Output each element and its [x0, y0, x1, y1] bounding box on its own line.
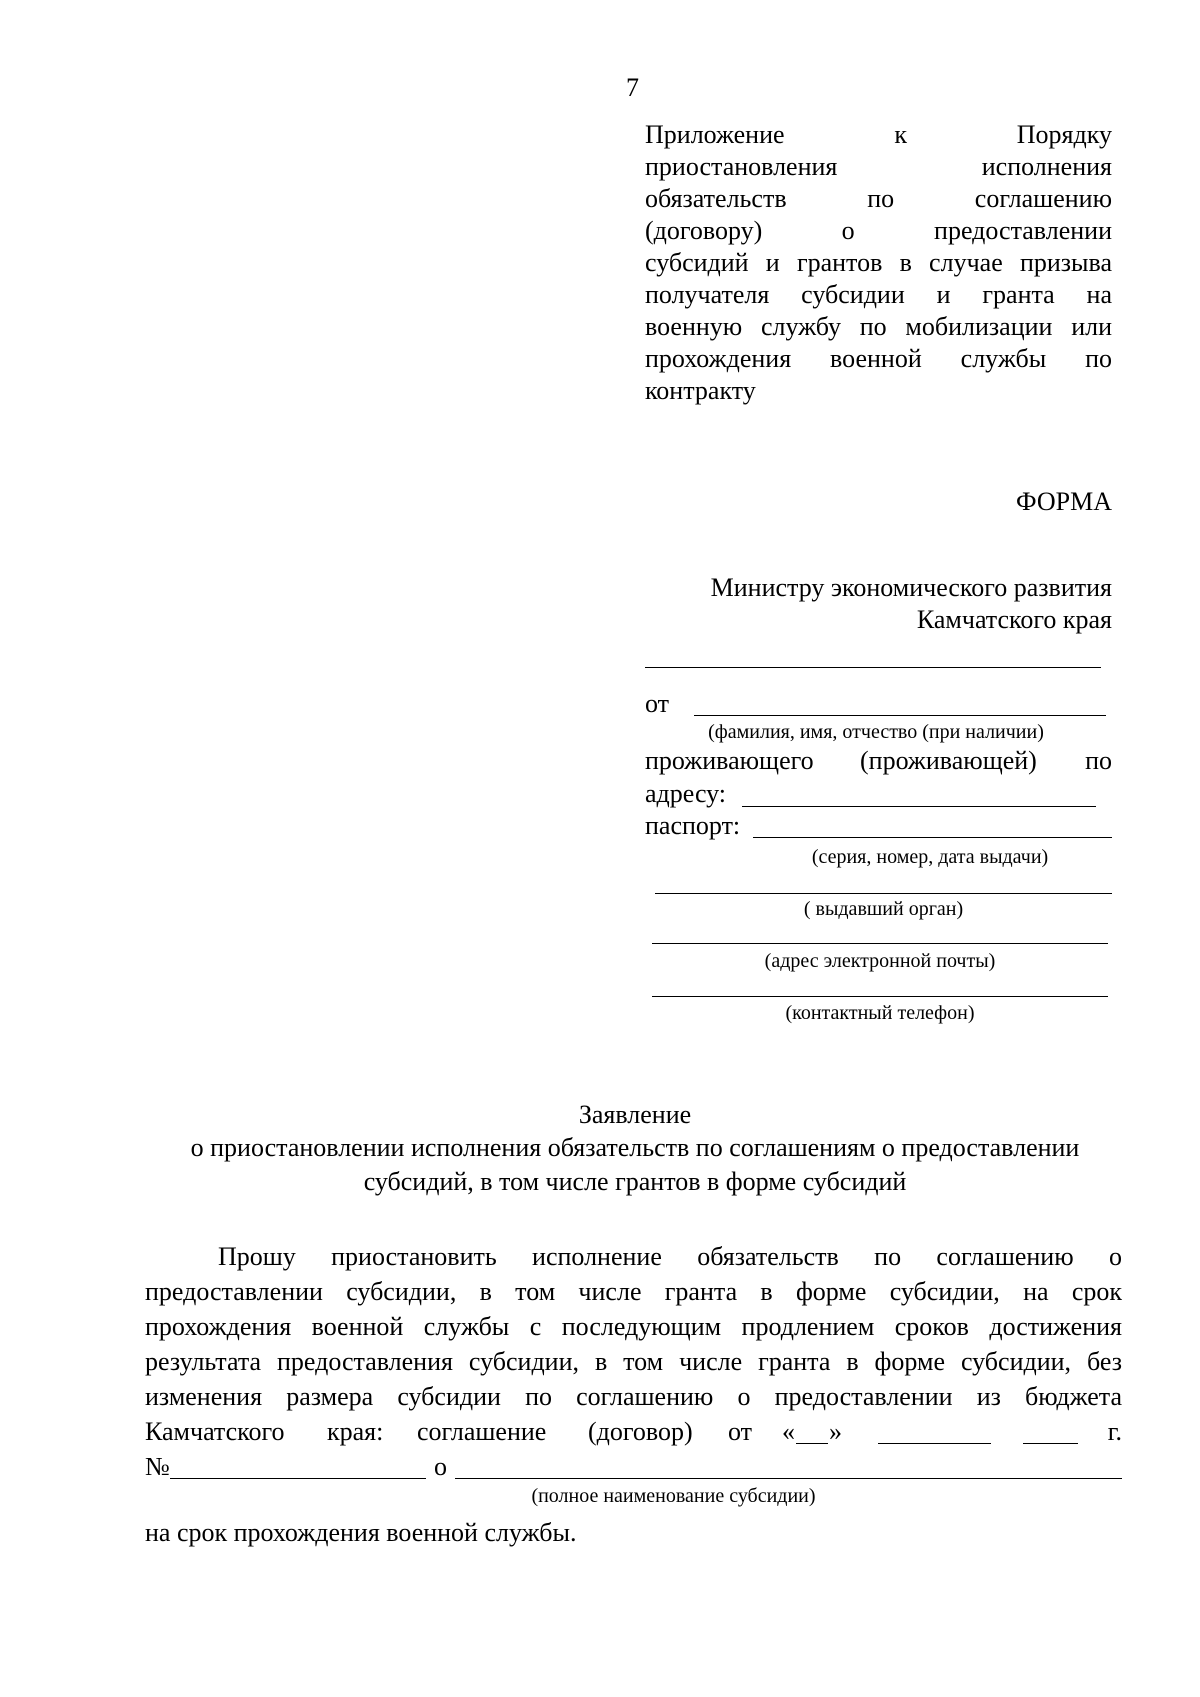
email-field-line[interactable]: [652, 943, 1108, 944]
body-line: прохождения военной службы с последующим продлением сроков достижения: [145, 1312, 1122, 1341]
addressee-line-1: Министру экономического развития: [710, 573, 1112, 602]
appendix-block: [645, 119, 1112, 407]
agreement-line: [145, 1416, 1122, 1448]
agreement-day-line[interactable]: [796, 1443, 828, 1444]
body-line: изменения размера субсидии по соглашению о предоставлении из бюджета: [145, 1382, 1122, 1411]
subsidy-hint: (полное наименование субсидии): [531, 1485, 816, 1507]
addressee-line-2: Камчатского края: [916, 605, 1112, 634]
appendix-line: субсидий и грантов в случае призыва: [645, 248, 1112, 277]
address-field-line[interactable]: [742, 806, 1096, 807]
statement-subtitle-line-2: субсидий, в том числе грантов в форме субсидий: [363, 1167, 907, 1196]
appendix-line: получателя субсидии и гранта на: [645, 280, 1112, 309]
about-word: о: [434, 1452, 447, 1481]
agreement-number-line[interactable]: [170, 1478, 426, 1479]
agreement-month-line[interactable]: [878, 1443, 991, 1444]
residing-word: проживающего: [645, 746, 814, 775]
residing-word: по: [1085, 746, 1112, 775]
passport-hint: (серия, номер, дата выдачи): [811, 846, 1049, 868]
body-line: результата предоставления субсидии, в том числе гранта в форме субсидии, без: [145, 1347, 1122, 1376]
residing-word: (проживающей): [860, 746, 1037, 775]
issuer-field-line[interactable]: [655, 893, 1112, 894]
body-line: Прошу приостановить исполнение обязательств по соглашению о: [218, 1242, 1122, 1271]
agreement-word: Камчатского: [145, 1417, 285, 1446]
phone-hint: (контактный телефон): [785, 1002, 975, 1024]
agreement-word: (договор): [588, 1417, 693, 1446]
agreement-word: от: [728, 1417, 753, 1446]
page-number: 7: [626, 73, 639, 102]
appendix-line: (договору) о предоставлении: [645, 216, 1112, 245]
phone-field-line[interactable]: [652, 996, 1108, 997]
agreement-word: г.: [1107, 1417, 1122, 1446]
address-label: адресу:: [645, 779, 727, 808]
closing-line: на срок прохождения военной службы.: [145, 1518, 577, 1547]
appendix-line: приостановления исполнения: [645, 152, 1112, 181]
from-label: от: [645, 689, 670, 718]
form-label: ФОРМА: [1016, 487, 1112, 516]
appendix-line: прохождения военной службы по: [645, 344, 1112, 373]
passport-field-line[interactable]: [753, 837, 1112, 838]
fio-hint: (фамилия, имя, отчество (при наличии): [708, 721, 1044, 743]
statement-title: Заявление: [578, 1100, 692, 1129]
agreement-year-line[interactable]: [1023, 1443, 1078, 1444]
body-line: предоставлении субсидии, в том числе гранта в форме субсидии, на срок: [145, 1277, 1122, 1306]
agreement-quote-close: »: [829, 1417, 842, 1446]
agreement-quote-open: «: [782, 1417, 795, 1446]
appendix-line: Приложение к Порядку: [645, 120, 1112, 149]
email-hint: (адрес электронной почты): [764, 950, 996, 972]
appendix-line: контракту: [645, 376, 756, 405]
fio-field-line[interactable]: [694, 715, 1106, 716]
agreement-word: соглашение: [417, 1417, 547, 1446]
agreement-word: края:: [327, 1417, 384, 1446]
statement-subtitle-line-1: о приостановлении исполнения обязательств по соглашениям о предоставлении: [190, 1133, 1080, 1162]
passport-label: паспорт:: [645, 811, 741, 840]
addressee-blank-line[interactable]: [645, 667, 1101, 668]
issuer-hint: ( выдавший орган): [803, 898, 964, 920]
appendix-line: военную службу по мобилизации или: [645, 312, 1112, 341]
subsidy-name-line[interactable]: [455, 1478, 1122, 1479]
appendix-line: обязательств по соглашению: [645, 184, 1112, 213]
number-sign: №: [145, 1452, 170, 1481]
